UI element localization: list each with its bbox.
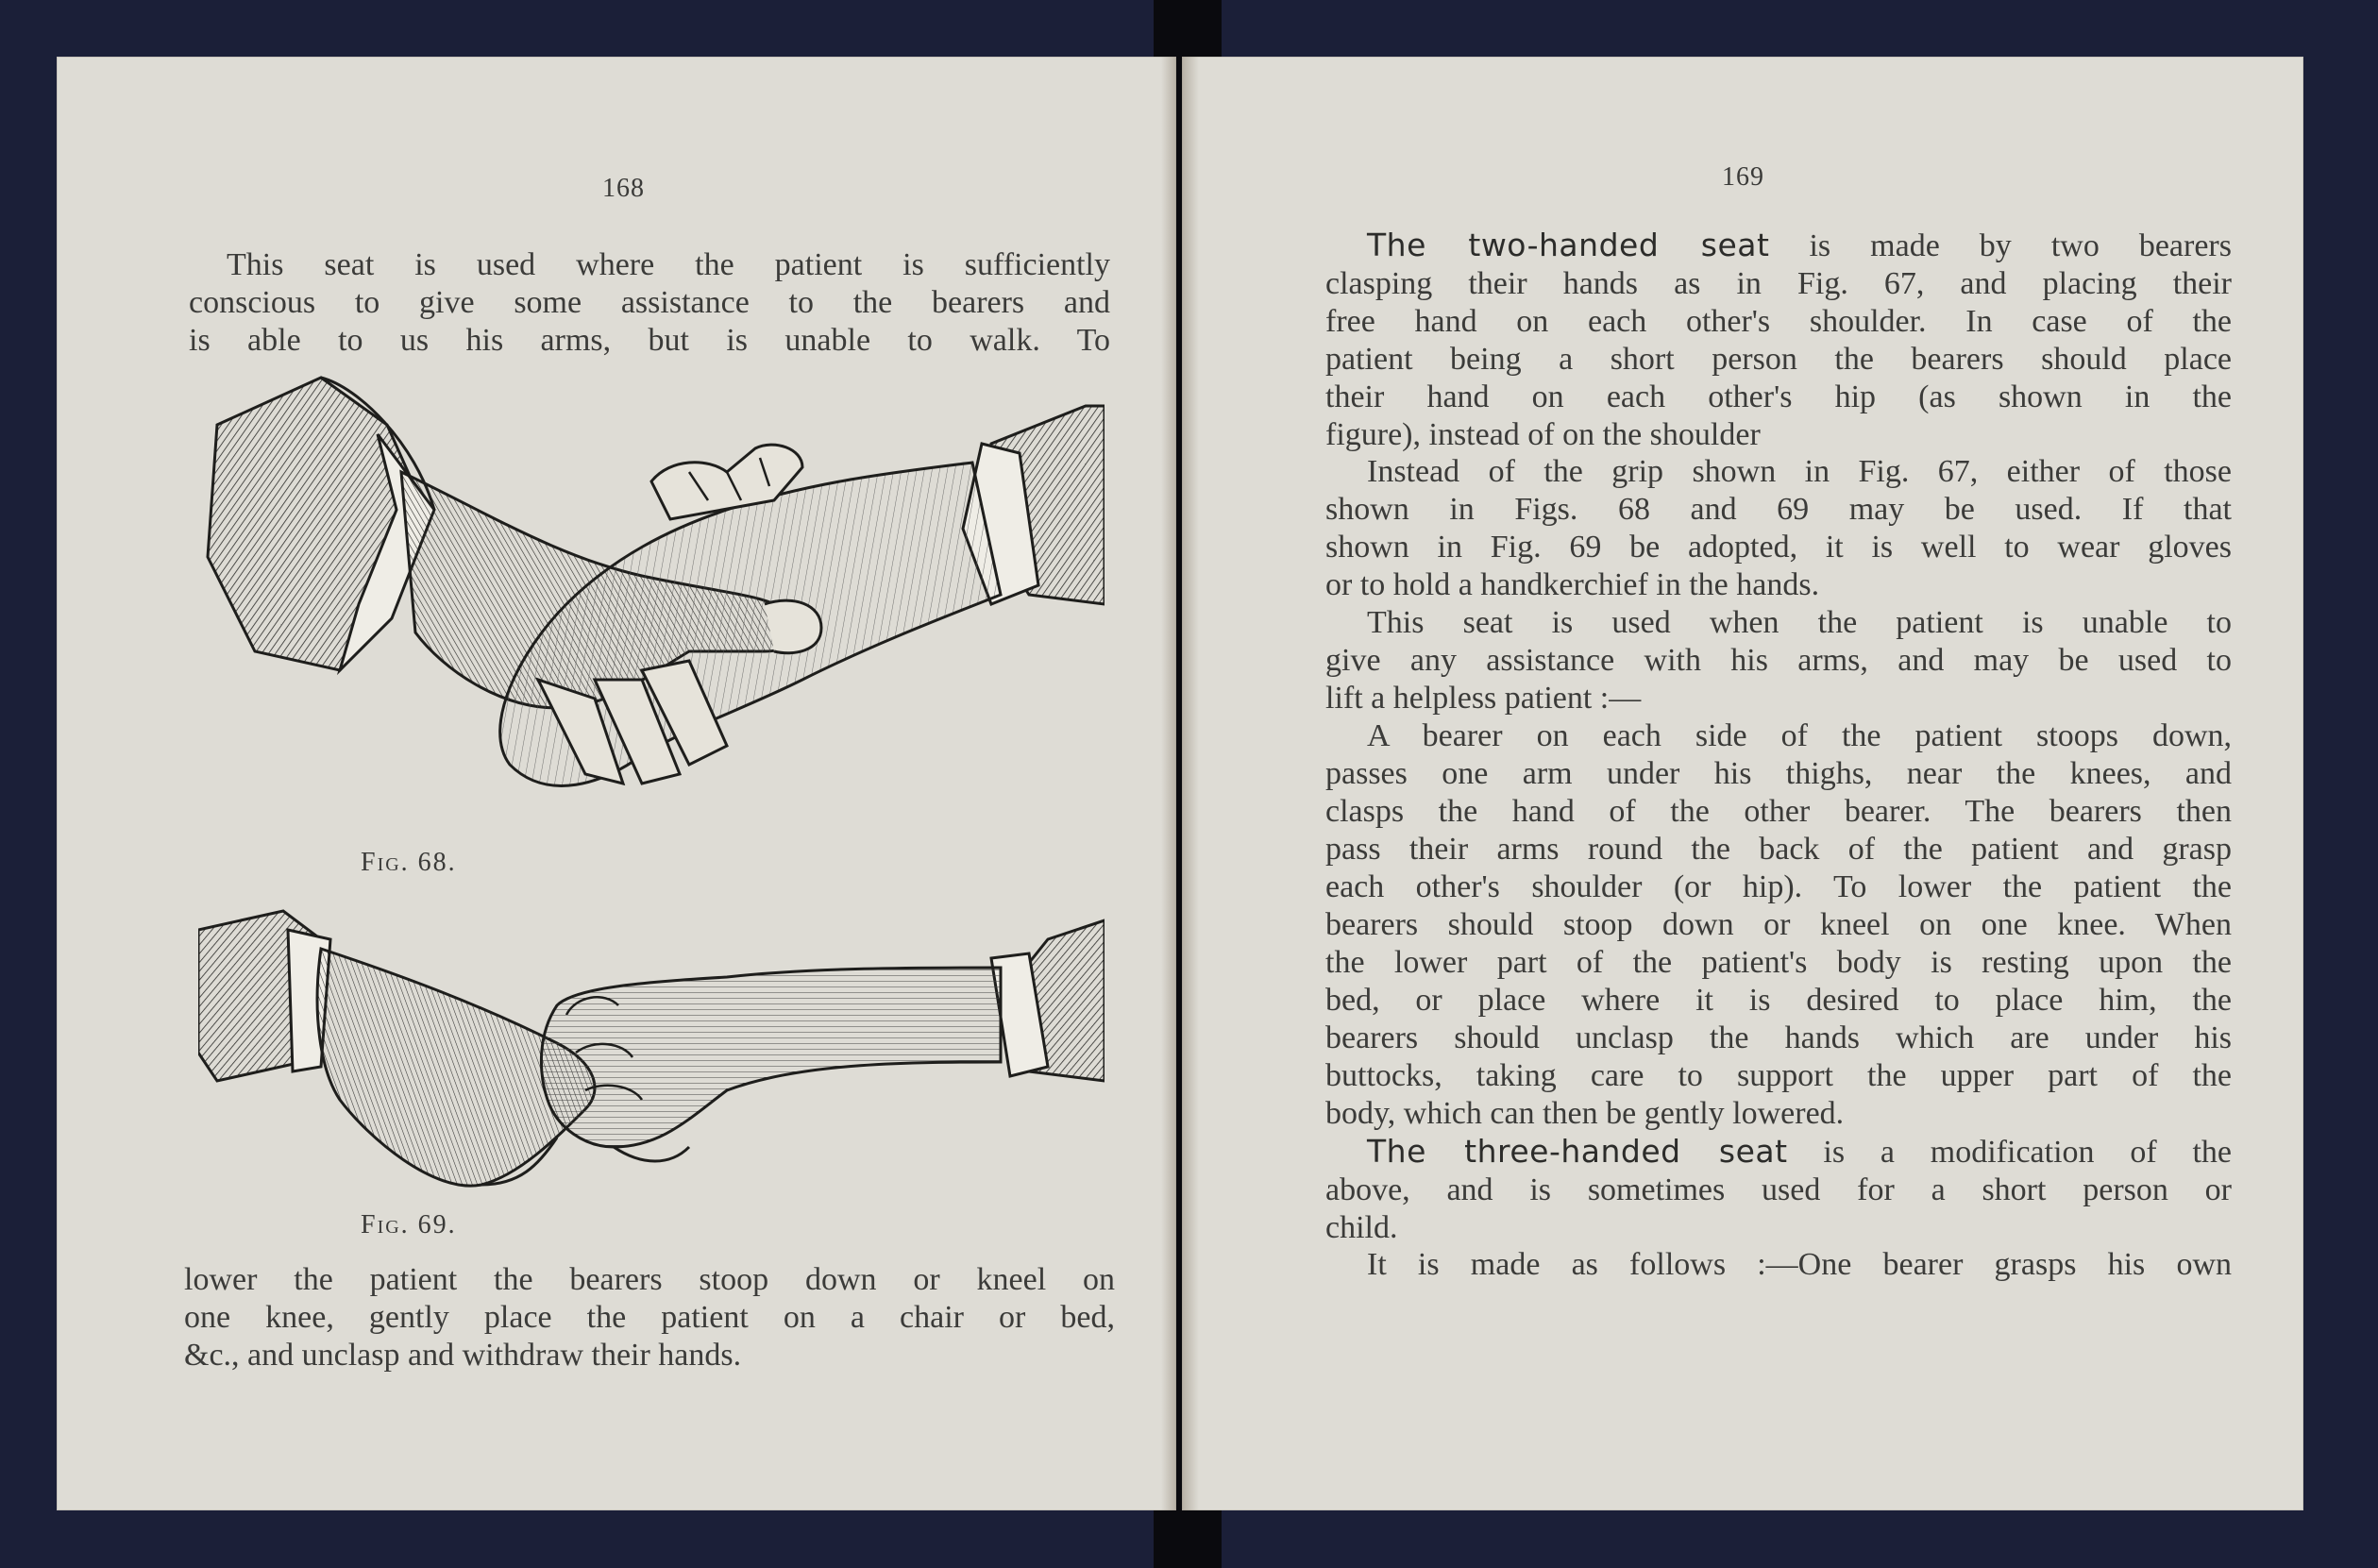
right-page xyxy=(1182,57,2303,1510)
text-line xyxy=(1325,227,2232,265)
paragraph-made-as-follows xyxy=(1325,1246,2232,1284)
text-line: clasps the hand of the other bearer. The bearers then xyxy=(1325,794,2232,829)
text-line: shown in Fig. 69 be adopted, it is well to wear gloves xyxy=(1325,530,2232,565)
figure-68-caption xyxy=(361,848,457,878)
text-line: A bearer on each side of the patient stoops down, xyxy=(1367,718,2232,753)
text-line: above, and is sometimes used for a short person or xyxy=(1325,1172,2232,1207)
caption-text: Fig. 68. xyxy=(361,848,457,877)
text-span: is made by two bearers xyxy=(1769,228,2232,263)
page-number: 168 xyxy=(602,174,645,203)
paragraph-two-handed-seat xyxy=(1325,227,2232,454)
text-line: each other's shoulder (or hip). To lower the patient the xyxy=(1325,869,2232,904)
paragraph-helpless-patient xyxy=(1325,604,2232,717)
text-line: This seat is used when the patient is unable to xyxy=(1367,605,2232,640)
figure-69-illustration xyxy=(198,902,1105,1222)
text-line: their hand on each other's hip (as shown in the xyxy=(1325,379,2232,414)
text-line: child. xyxy=(1325,1210,1398,1245)
paragraph-grip-alternatives xyxy=(1325,453,2232,604)
text-line: passes one arm under his thighs, near the knees, and xyxy=(1325,756,2232,791)
text-line: It is made as follows :—One bearer grasps his own xyxy=(1367,1247,2232,1282)
caption-text: Fig. 69. xyxy=(361,1210,457,1239)
text-line: bed, or place where it is desired to place him, the xyxy=(1325,983,2232,1018)
text-line: shown in Figs. 68 and 69 may be used. If that xyxy=(1325,492,2232,527)
text-line: is able to us his arms, but is unable to walk. To xyxy=(189,323,1110,358)
text-line: Instead of the grip shown in Fig. 67, either of those xyxy=(1367,454,2232,489)
text-line xyxy=(1325,1133,2232,1172)
text-line: one knee, gently place the patient on a chair or bed, xyxy=(184,1300,1115,1335)
section-heading: The two-handed seat xyxy=(1367,227,1770,263)
text-line: bearers should unclasp the hands which are under his xyxy=(1325,1020,2232,1055)
text-line: figure), instead of on the shoulder xyxy=(1325,417,1761,452)
text-line: buttocks, taking care to support the upper part of the xyxy=(1325,1058,2232,1093)
text-line: This seat is used where the patient is sufficiently xyxy=(227,247,1110,282)
text-line: conscious to give some assistance to the bearers and xyxy=(189,285,1110,320)
text-line: lower the patient the bearers stoop down or kneel on xyxy=(184,1262,1115,1297)
text-line: or to hold a handkerchief in the hands. xyxy=(1325,567,1820,602)
text-line: patient being a short person the bearers should place xyxy=(1325,342,2232,377)
figure-69-caption xyxy=(361,1210,457,1240)
text-span: is a modification of the xyxy=(1787,1135,2232,1170)
text-line: clasping their hands as in Fig. 67, and placing their xyxy=(1325,266,2232,301)
page-number: 169 xyxy=(1722,162,1764,192)
page-gutter-shadow xyxy=(1182,57,1199,1510)
section-heading: The three-handed seat xyxy=(1367,1133,1788,1170)
text-line: pass their arms round the back of the patient and grasp xyxy=(1325,832,2232,867)
paragraph-three-handed-seat xyxy=(1325,1133,2232,1247)
text-line: give any assistance with his arms, and may be used to xyxy=(1325,643,2232,678)
paragraph-bottom xyxy=(184,1261,1115,1374)
paragraph-procedure xyxy=(1325,717,2232,1133)
figure-68-illustration xyxy=(198,368,1105,812)
text-line: &c., and unclasp and withdraw their hands. xyxy=(184,1338,742,1373)
text-line: body, which can then be gently lowered. xyxy=(1325,1096,1845,1131)
text-line: lift a helpless patient :— xyxy=(1325,681,1642,716)
left-page xyxy=(57,57,1176,1510)
text-line: bearers should stoop down or kneel on one knee. When xyxy=(1325,907,2232,942)
text-line: free hand on each other's shoulder. In case of the xyxy=(1325,304,2232,339)
page-gutter-shadow xyxy=(1161,57,1176,1510)
paragraph-top xyxy=(189,246,1110,360)
text-line: the lower part of the patient's body is resting upon the xyxy=(1325,945,2232,980)
